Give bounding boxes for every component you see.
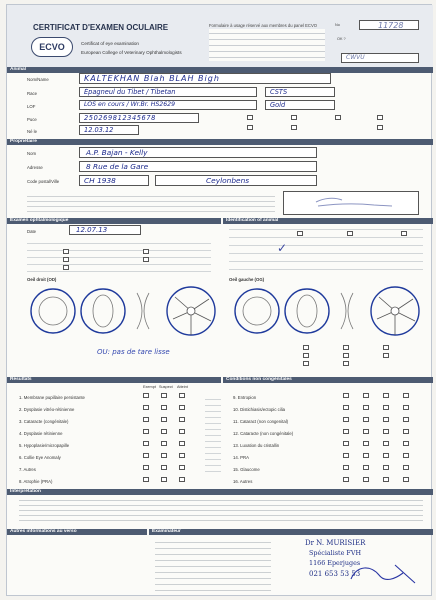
id-not-verified-checkbox[interactable] [347, 231, 353, 236]
owner-city-label: Code postal/Ville [27, 179, 60, 184]
cert-no-field[interactable]: 11728 [359, 20, 419, 30]
sex-checkboxes [207, 115, 417, 135]
right-cb-r10-d[interactable] [403, 405, 409, 410]
legend-cb-8[interactable] [343, 361, 349, 366]
right-cb-r16-d[interactable] [403, 477, 409, 482]
right-result-row-15: 15. Glaucome [233, 467, 260, 472]
result-cb-r2-affected[interactable] [179, 405, 185, 410]
id-verified-mark: ✓ [277, 241, 288, 255]
results-right-section-bar: Conditions non congénitales [223, 377, 433, 383]
result-cb-r2-suspect[interactable] [161, 405, 167, 410]
right-cb-r15-d[interactable] [403, 465, 409, 470]
right-eye-label: Oeil droit (OD) [27, 277, 57, 282]
result-cb-r3-affected[interactable] [179, 417, 185, 422]
right-result-row-13: 13. Luxation du cristallin [233, 443, 280, 448]
method-gonio-checkbox[interactable] [63, 265, 69, 270]
right-cb-r14-c[interactable] [383, 453, 389, 458]
result-cb-r6-suspect[interactable] [161, 453, 167, 458]
identification-lines [229, 225, 423, 273]
result-cb-r5-affected[interactable] [179, 441, 185, 446]
results-section-bar: Résultats [7, 377, 221, 383]
stamp-city: 1166 Eperjuges [309, 559, 361, 567]
legend-cb-7[interactable] [303, 361, 309, 366]
dob-label: Né le [27, 129, 38, 134]
legend-checkboxes [303, 345, 423, 369]
owner-city-field[interactable]: Ceylonbens [155, 175, 317, 186]
result-cb-r1-exempt[interactable] [143, 393, 149, 398]
registration-label: LOF [27, 104, 36, 109]
result-cb-r3-exempt[interactable] [143, 417, 149, 422]
result-cb-r1-affected[interactable] [179, 393, 185, 398]
method-slit-lamp-checkbox[interactable] [63, 249, 69, 254]
breed-field[interactable]: Épagneul du Tibet / Tibetan [79, 87, 257, 97]
legend-cb-4[interactable] [303, 353, 309, 358]
right-cb-r16-c[interactable] [383, 477, 389, 482]
owner-signature-box[interactable] [283, 191, 419, 215]
stamp-name: Dr N. MURISIER [305, 539, 366, 547]
header-subtitle-en: European College of Veterinary Ophthalmologists [81, 50, 182, 55]
result-row-8: 8. Atrophie (PRA) [19, 479, 53, 484]
stamp-phone: 021 653 53 53 [309, 570, 361, 578]
result-cb-r7-suspect[interactable] [161, 465, 167, 470]
result-cb-r5-exempt[interactable] [143, 441, 149, 446]
id-absent-checkbox[interactable] [401, 231, 407, 236]
owner-signature-icon [284, 192, 420, 216]
right-result-row-9: 9. Entropion [233, 395, 257, 400]
result-cb-r3-suspect[interactable] [161, 417, 167, 422]
result-cb-r8-exempt[interactable] [143, 477, 149, 482]
right-cb-r12-d[interactable] [403, 429, 409, 434]
eye-diagram-od [25, 283, 221, 343]
exam-date-label: Date [27, 229, 37, 234]
right-result-row-11: 11. Cataract (non congenital) [233, 419, 289, 424]
right-result-row-14: 14. PRA [233, 455, 250, 460]
result-cb-r2-exempt[interactable] [143, 405, 149, 410]
logo-text: ECVO [39, 42, 65, 52]
stamp-title: Spécialiste FVH [309, 549, 362, 557]
owner-name-field[interactable]: A.P. Bajan - Kelly [79, 147, 317, 158]
result-row-3: 3. Cataracte (congénitale) [19, 419, 69, 424]
breed-extra-field[interactable]: CSTS [265, 87, 335, 97]
header-subtitle-fr: Certificat of eye examination [81, 41, 139, 46]
legend-cb-2[interactable] [343, 345, 349, 350]
legend-cb-1[interactable] [303, 345, 309, 350]
right-cb-r11-d[interactable] [403, 417, 409, 422]
right-result-checkbox-grid [341, 393, 421, 485]
right-cb-r11-a[interactable] [343, 417, 349, 422]
animal-name-field[interactable]: KALTEKHAN Blah BLAH Bigh [79, 73, 331, 84]
eye-diagram-og [229, 283, 425, 343]
cert-no-label: No [335, 23, 340, 27]
right-cb-r9-d[interactable] [403, 393, 409, 398]
right-cb-r14-d[interactable] [403, 453, 409, 458]
interpretation-section-bar: Interprétation [7, 489, 433, 495]
right-cb-r10-b[interactable] [363, 405, 369, 410]
result-cb-r4-affected[interactable] [179, 429, 185, 434]
color-field[interactable]: Gold [265, 100, 335, 110]
method-indirect-checkbox[interactable] [63, 257, 69, 262]
right-cb-r12-b[interactable] [363, 429, 369, 434]
neutered-checkbox[interactable] [247, 125, 253, 130]
declaration-text [27, 193, 275, 213]
suspect-checkbox[interactable] [377, 125, 383, 130]
identification-section-bar: Identification of animal [223, 218, 433, 224]
legend-cb-3[interactable] [383, 345, 389, 350]
right-cb-r13-a[interactable] [343, 441, 349, 446]
result-checkbox-grid [141, 393, 201, 485]
result-cb-r6-affected[interactable] [179, 453, 185, 458]
right-result-row-16: 16. Autres [233, 479, 253, 484]
result-cb-r8-affected[interactable] [179, 477, 185, 482]
result-cb-r7-exempt[interactable] [143, 465, 149, 470]
right-cb-r15-b[interactable] [363, 465, 369, 470]
sex-female-checkbox[interactable] [291, 115, 297, 120]
breed-label: Race [27, 91, 38, 96]
right-cb-r11-b[interactable] [363, 417, 369, 422]
examiner-notes [155, 539, 271, 591]
animal-name-label: Nom/Name [27, 77, 49, 82]
result-row-5: 5. Hypoplasie/micropapille [19, 443, 70, 448]
right-cb-r10-c[interactable] [383, 405, 389, 410]
result-row-2: 2. Dysplasie vitréo-rétinienne [19, 407, 75, 412]
id-verified-checkbox[interactable] [297, 231, 303, 236]
examiner-section-bar: Examinateur [149, 529, 433, 535]
right-cb-r12-a[interactable] [343, 429, 349, 434]
examiner-signature-icon [275, 535, 425, 593]
col-header-exempt: Exempt [143, 385, 156, 389]
result-row-7: 7. Autres [19, 467, 36, 472]
right-result-row-12: 12. Cataracte (non congénitale) [233, 431, 294, 436]
result-sub-options [205, 395, 221, 475]
right-cb-r9-b[interactable] [363, 393, 369, 398]
drawing-note: OU: pas de tare lisse [97, 348, 170, 356]
tattoo-checkbox[interactable] [335, 115, 341, 120]
header-notice-lines [209, 29, 325, 61]
method-photo-checkbox[interactable] [143, 249, 149, 254]
legend-cb-5[interactable] [343, 353, 349, 358]
owner-section-bar: Propriétaire [7, 139, 433, 145]
interpretation-text [19, 497, 423, 525]
right-cb-r12-c[interactable] [383, 429, 389, 434]
other-info-section-bar: Autres informations au verso [7, 529, 147, 535]
result-row-6: 6. Collie Eye Anomaly [19, 455, 61, 460]
chip-field[interactable]: 250269812345678 [79, 113, 199, 123]
right-cb-r9-a[interactable] [343, 393, 349, 398]
right-cb-r13-d[interactable] [403, 441, 409, 446]
certificate-page [6, 4, 432, 596]
result-row-1: 1. Membrane pupillaire persistante [19, 395, 85, 400]
right-cb-r16-b[interactable] [363, 477, 369, 482]
right-cb-r14-a[interactable] [343, 453, 349, 458]
left-eye-label: Oeil gauche (OG) [229, 277, 265, 282]
result-cb-r8-suspect[interactable] [161, 477, 167, 482]
col-header-affected: Atteint [177, 385, 188, 389]
owner-zip-field[interactable]: CH 1938 [79, 175, 149, 186]
right-cb-r11-c[interactable] [383, 417, 389, 422]
right-cb-r10-a[interactable] [343, 405, 349, 410]
exam-date-field[interactable]: 12.07.13 [69, 225, 141, 235]
dob-field[interactable]: 12.03.12 [79, 125, 139, 135]
ecvo-logo [31, 37, 73, 57]
right-cb-r13-c[interactable] [383, 441, 389, 446]
microchip-checkbox[interactable] [377, 115, 383, 120]
sex-male-checkbox[interactable] [247, 115, 253, 120]
right-cb-r9-c[interactable] [383, 393, 389, 398]
right-result-row-10: 10. Distichiasis/ectopic cilia [233, 407, 286, 412]
registration-field[interactable]: LOS en cours / Wr.Br. HS2629 [79, 100, 257, 110]
right-cb-r15-c[interactable] [383, 465, 389, 470]
header-notice: Formulaire à usage réservé aux membres du panel ECVO [209, 23, 317, 28]
owner-name-label: Nom [27, 151, 37, 156]
method-other-checkbox[interactable] [143, 257, 149, 262]
intact-checkbox[interactable] [291, 125, 297, 130]
right-cb-r13-b[interactable] [363, 441, 369, 446]
certificate-title: CERTIFICAT D'EXAMEN OCULAIRE [33, 23, 169, 32]
chip-label: Puce [27, 117, 37, 122]
result-row-4: 4. Dysplasie rétinienne [19, 431, 63, 436]
result-cb-r4-exempt[interactable] [143, 429, 149, 434]
examiner-stamp [275, 535, 425, 593]
result-cb-r4-suspect[interactable] [161, 429, 167, 434]
exam-method-lines [27, 239, 211, 273]
owner-address-label: Adresse [27, 165, 43, 170]
right-cb-r15-a[interactable] [343, 465, 349, 470]
right-cb-r14-b[interactable] [363, 453, 369, 458]
right-cb-r16-a[interactable] [343, 477, 349, 482]
legend-cb-6[interactable] [383, 353, 389, 358]
col-header-suspect: Suspect [159, 385, 173, 389]
result-cb-r7-affected[interactable] [179, 465, 185, 470]
exam-section-bar: Examen ophtalmologique [7, 218, 221, 224]
result-cb-r6-exempt[interactable] [143, 453, 149, 458]
ok-label: OK ? [337, 37, 346, 41]
owner-address-field[interactable]: 8 Rue de la Gare [79, 161, 317, 172]
animal-section-bar: Animal [7, 67, 433, 73]
result-cb-r5-suspect[interactable] [161, 441, 167, 446]
vet-code-field[interactable]: CWVU [341, 53, 419, 63]
result-cb-r1-suspect[interactable] [161, 393, 167, 398]
